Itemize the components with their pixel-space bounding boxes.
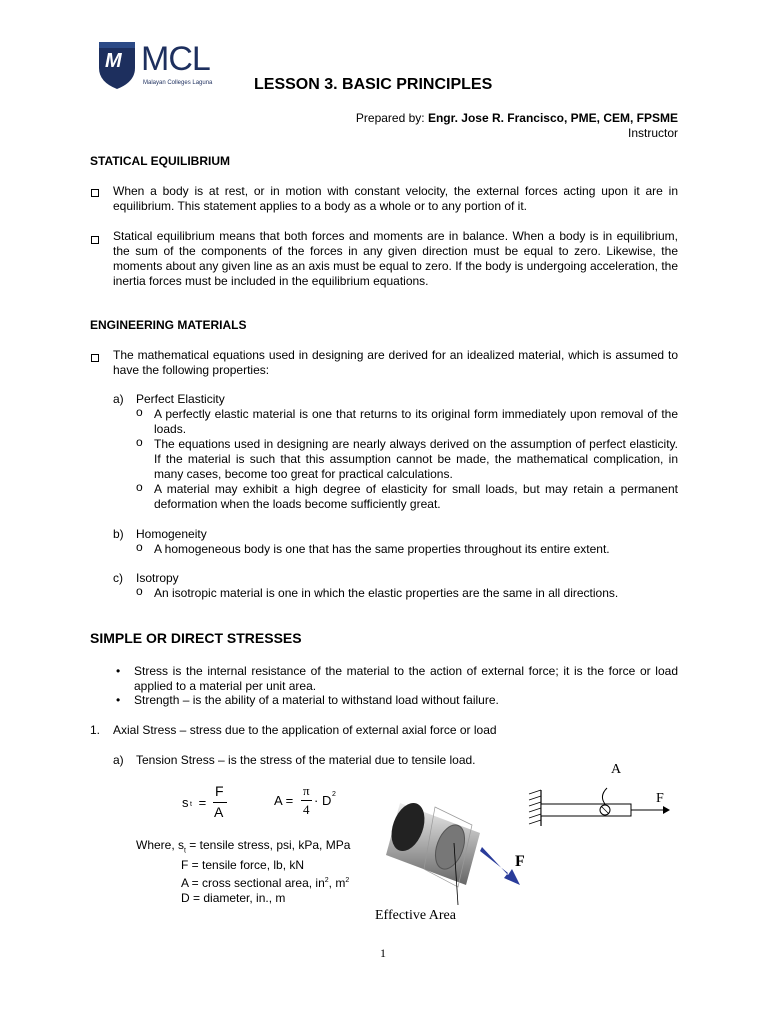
formula-sub-t: t [190, 801, 192, 808]
section-pointer-icon [602, 788, 607, 804]
checkbox-bullet-icon [91, 236, 99, 244]
isotropy-point: An isotropic material is one in which the elastic properties are the same in all directions. [154, 586, 619, 600]
section-heading-materials: ENGINEERING MATERIALS [90, 318, 247, 332]
where-sup: 2 [324, 877, 329, 885]
item-a-label: a) [113, 392, 124, 406]
tension-stress: Tension Stress – is the stress of the material due to tensile load. [136, 753, 476, 767]
rod-label-f: F [656, 791, 664, 806]
force-label-bold: F [515, 853, 525, 870]
where-line-3 [136, 873, 350, 891]
item-c-title: Isotropy [136, 571, 179, 585]
formula-equals: = [195, 795, 210, 810]
fraction-bar [301, 800, 312, 801]
where-desc: = tensile stress, psi, kPa, MPa [185, 838, 351, 852]
prepared-by [356, 111, 678, 125]
elasticity-point-3: A material may exhibit a high degree of elasticity for small loads, but may retain a permanent deformation when the loads become sufficiently great. [154, 482, 678, 511]
wall-hatch [529, 790, 541, 824]
where-line-2 [136, 858, 350, 873]
area-four: 4 [303, 802, 310, 817]
formula-denominator: A [214, 804, 224, 820]
stress-definition: Stress is the internal resistance of the material to the action of external force; it is the force or load applied to a material per unit area. [134, 664, 678, 693]
item-a-title: Perfect Elasticity [136, 392, 225, 406]
prepared-by-label: Prepared by: [355, 111, 428, 125]
logo-emblem-letters: M [105, 50, 122, 72]
materials-intro: The mathematical equations used in designing are derived for an idealized material, which is assumed to have the following properties: [113, 348, 678, 377]
where-block [136, 838, 350, 906]
rod-label-a: A [611, 762, 622, 777]
circle-bullet-icon: o [136, 480, 143, 494]
rod-figure [525, 778, 675, 838]
lesson-title: LESSON 3. BASIC PRINCIPLES [254, 76, 493, 93]
formula-area [274, 783, 374, 823]
homogeneity-point: A homogeneous body is one that has the same properties throughout its entire extent. [154, 542, 610, 556]
cylinder-figure [380, 785, 540, 905]
dot-bullet-icon: • [116, 693, 121, 707]
logo-name: MCL [141, 40, 210, 78]
where-sym: A [181, 876, 189, 891]
axial-stress: Axial Stress – stress due to the application of external axial force or load [113, 723, 497, 737]
where-desc: = tensile force, lb, kN [188, 858, 305, 873]
force-arrowhead-icon [663, 806, 670, 814]
where-sub: t [184, 847, 186, 855]
circle-bullet-icon: o [136, 435, 143, 449]
where-sup: 2 [345, 877, 350, 885]
logo [95, 40, 235, 90]
fraction-bar [213, 802, 227, 803]
item-c-label: c) [113, 571, 123, 585]
where-line-4 [136, 891, 350, 906]
item-b-label: b) [113, 527, 124, 541]
dot-bullet-icon: • [116, 664, 121, 678]
author-role: Instructor [627, 126, 678, 140]
formula-numerator: F [215, 783, 224, 799]
section-heading-statical: STATICAL EQUILIBRIUM [90, 154, 230, 168]
statical-bullet-2: Statical equilibrium means that both forces and moments are in balance. When a body is in equilibrium, the sum of the components of the forces in any given direction must be equal to zero. Likewise, the moments about any given line as an axis must be equal to zero. If the body is undergoing acceleration, the inertia forces must be included in the equilibrium equations. [113, 229, 679, 288]
area-pi: π [303, 783, 310, 798]
where-line-1 [136, 838, 350, 858]
section-heading-stresses: SIMPLE OR DIRECT STRESSES [90, 630, 302, 646]
formula-tensile-stress [182, 783, 262, 823]
where-sym: s [178, 838, 185, 852]
where-label: Where, [136, 838, 179, 852]
where-sym: D [181, 891, 190, 906]
area-lhs: A = [274, 793, 297, 808]
force-arrow-icon [480, 847, 520, 885]
checkbox-bullet-icon [91, 354, 99, 362]
item-b-title: Homogeneity [136, 527, 207, 541]
elasticity-point-1: A perfectly elastic material is one that returns to its original form immediately upon removal of the loads. [154, 407, 678, 436]
strength-definition: Strength – is the ability of a material to withstand load without failure. [134, 693, 499, 707]
circle-bullet-icon: o [136, 540, 143, 554]
area-dot-d: · D [314, 793, 332, 808]
where-desc: = cross sectional area, in [188, 876, 325, 891]
logo-tagline: Malayan Colleges Laguna [143, 80, 213, 86]
where-desc: , m [328, 876, 346, 891]
circle-bullet-icon: o [136, 405, 143, 419]
where-sym: F [181, 858, 189, 873]
where-desc: = diameter, in., m [189, 891, 286, 906]
page-number: 1 [380, 946, 386, 960]
author-name: Engr. Jose R. Francisco, PME, CEM, FPSME [427, 111, 678, 125]
area-squared: 2 [332, 791, 336, 798]
circle-bullet-icon: o [136, 584, 143, 598]
effective-area-label: Effective Area [375, 908, 456, 923]
axial-number: 1. [90, 723, 101, 737]
rod [541, 804, 631, 816]
formula-s: s [182, 795, 189, 810]
elasticity-point-2: The equations used in designing are nearly always derived on the assumption of perfect elasticity. If the material is such that this assumption cannot be made, the mathematical complication, in many cases, become too great for practical calculations. [154, 437, 678, 481]
statical-bullet-1: When a body is at rest, or in motion with constant velocity, the external forces acting upon it are in equilibrium. This statement applies to a body as a whole or to any portion of it. [113, 184, 678, 213]
tension-label: a) [113, 753, 124, 767]
checkbox-bullet-icon [91, 189, 99, 197]
